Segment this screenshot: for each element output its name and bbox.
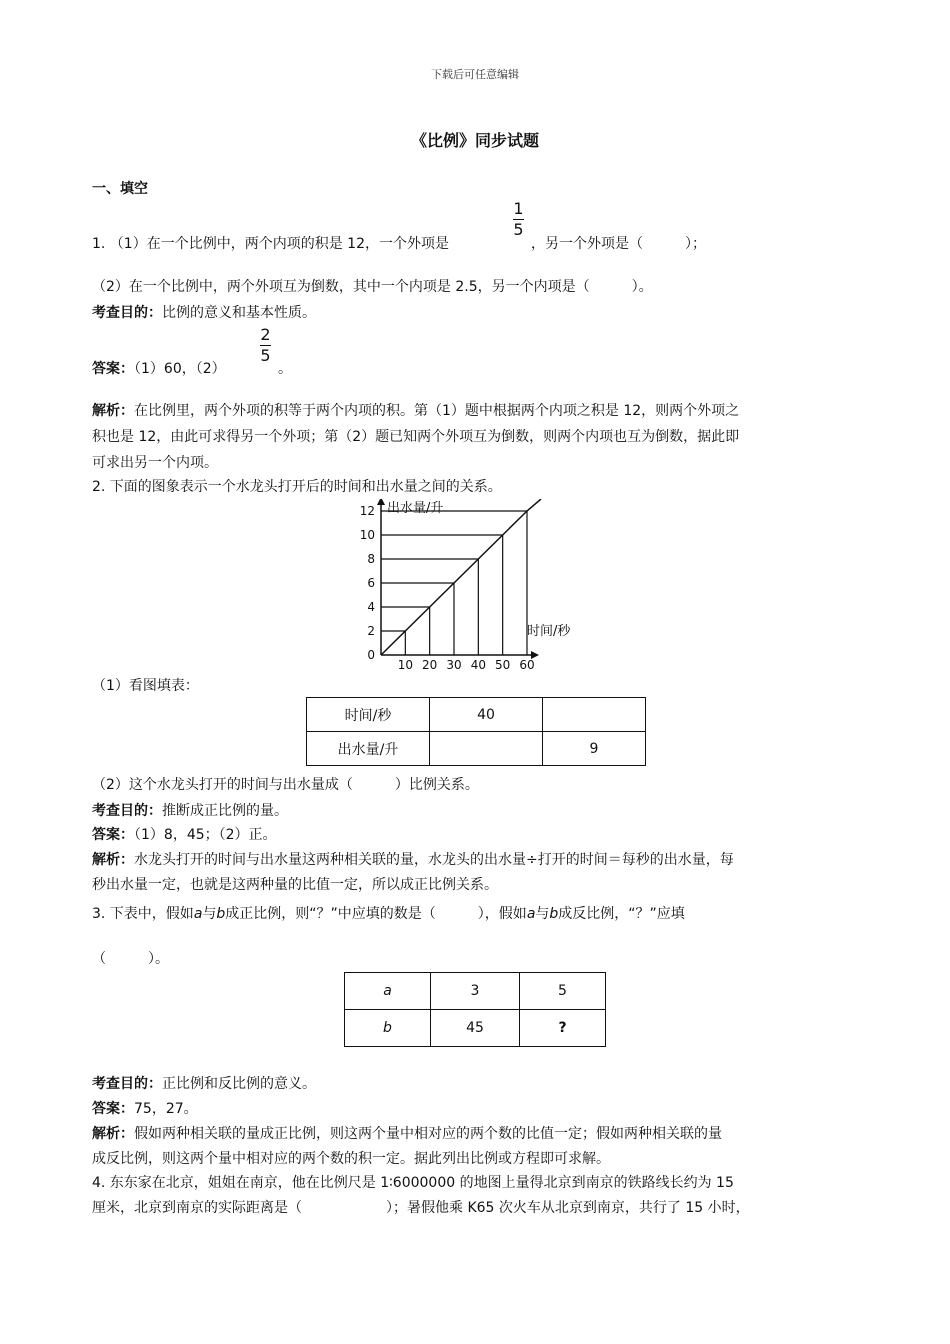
page-header: 下载后可任意编辑 (431, 68, 519, 81)
purpose-text: 比例的意义和基本性质。 (162, 305, 316, 321)
y-tick-label: 6 (367, 576, 375, 590)
q1-line1-a: 1. （1）在一个比例中，两个内项的积是 12，一个外项是 (92, 236, 449, 252)
table-cell: ? (520, 1010, 606, 1047)
q3-answer (92, 1098, 198, 1118)
q4-line2: 厘米，北京到南京的实际距离是（ ）；暑假他乘 K65 次火车从北京到南京，共行了 15 小时， (92, 1200, 750, 1216)
var-a: a (193, 906, 203, 922)
answer-fraction-denominator: 5 (260, 346, 271, 365)
section-heading: 一、填空 (92, 181, 148, 197)
q3-purpose (92, 1073, 316, 1093)
x-tick-label: 10 (397, 658, 413, 671)
answer-text: （1）8，45；（2）正。 (134, 827, 277, 843)
y-tick-label: 12 (359, 504, 375, 518)
table-cell (430, 732, 543, 766)
table-cell: 9 (543, 732, 646, 766)
q2-part1: （1）看图填表： (92, 678, 199, 694)
q1-fraction (513, 200, 524, 239)
table-cell: a (345, 973, 431, 1010)
y-axis-arrow (377, 499, 385, 505)
x-tick-label: 20 (422, 658, 438, 671)
table-cell: 5 (520, 973, 606, 1010)
origin-label: 0 (367, 648, 375, 662)
q3-text: 成反比例，“？”应填 (558, 906, 685, 922)
table-row (345, 1010, 606, 1047)
x-tick-label: 50 (495, 658, 511, 671)
answer-label: 答案： (92, 827, 134, 843)
analysis-text: 假如两种相关联的量成正比例，则这两个量中相对应的两个数的比值一定；假如两种相关联的量 (134, 1126, 722, 1142)
purpose-label: 考查目的： (92, 803, 162, 819)
q2-table (306, 697, 646, 766)
q3-table (344, 972, 606, 1047)
table-row (307, 732, 646, 766)
x-tick-label: 40 (470, 658, 486, 671)
q1-analysis-3: 可求出另一个内项。 (92, 455, 218, 471)
answer-text: 75，27。 (134, 1101, 198, 1117)
q3-text: 成正比例，则“？”中应填的数是（ ），假如 (225, 906, 527, 922)
q1-line2: （2）在一个比例中，两个外项互为倒数，其中一个内项是 2.5，另一个内项是（ ）。 (92, 279, 653, 295)
q3-analysis-2: 成反比例，则这两个量中相对应的两个数的积一定。据此列出比例或方程即可求解。 (92, 1151, 610, 1167)
q1-answer-a (92, 358, 226, 378)
q2-analysis-1 (92, 849, 734, 869)
page-title: 《比例》同步试题 (410, 131, 539, 150)
q1-fraction-denominator: 5 (513, 220, 524, 239)
analysis-label: 解析： (92, 403, 134, 419)
x-tick-label: 30 (446, 658, 462, 671)
water-flow-chart (355, 499, 595, 671)
y-tick-label: 8 (367, 552, 375, 566)
y-tick-label: 10 (359, 528, 375, 542)
table-row (345, 973, 606, 1010)
q1-answer-fraction (260, 326, 271, 365)
y-tick-label: 2 (367, 624, 375, 638)
q2-part2: （2）这个水龙头打开的时间与出水量成（ ）比例关系。 (92, 777, 479, 793)
q1-answer-b: 。 (278, 361, 292, 377)
table-cell: 出水量/升 (307, 732, 430, 766)
q3-text: 与 (535, 906, 550, 922)
answer-fraction-numerator: 2 (260, 325, 271, 344)
table-cell: 时间/秒 (307, 698, 430, 732)
answer-label: 答案： (92, 1101, 134, 1117)
x-tick-label: 60 (519, 658, 535, 671)
table-cell (543, 698, 646, 732)
purpose-text: 推断成正比例的量。 (162, 803, 288, 819)
data-line (381, 499, 541, 655)
analysis-text: 水龙头打开的时间与出水量这两种相关联的量，水龙头的出水量÷打开的时间＝每秒的出水量，每 (134, 852, 734, 868)
answer-text: （1）60，（2） (134, 361, 226, 377)
x-axis-label: 时间/秒 (527, 624, 571, 639)
var-b: b (549, 906, 559, 922)
purpose-label: 考查目的： (92, 1076, 162, 1092)
y-tick-label: 4 (367, 600, 375, 614)
var-a: a (526, 906, 536, 922)
table-cell: 45 (431, 1010, 520, 1047)
table-cell: 40 (430, 698, 543, 732)
table-row (307, 698, 646, 732)
analysis-label: 解析： (92, 1126, 134, 1142)
table-cell: b (345, 1010, 431, 1047)
q2-intro: 2. 下面的图象表示一个水龙头打开后的时间和出水量之间的关系。 (92, 479, 502, 495)
q1-analysis-1 (92, 400, 739, 420)
table-cell: 3 (431, 973, 520, 1010)
analysis-text: 在比例里，两个外项的积等于两个内项的积。第（1）题中根据两个内项之积是 12，则两个外项之 (134, 403, 740, 419)
q1-purpose (92, 302, 316, 322)
q1-fraction-numerator: 1 (513, 199, 524, 218)
purpose-text: 正比例和反比例的意义。 (162, 1076, 316, 1092)
q3-line2: （ ）。 (92, 951, 169, 967)
var-b: b (216, 906, 226, 922)
q1-line1-b: ，另一个外项是（ ）； (531, 236, 706, 252)
answer-label: 答案： (92, 361, 134, 377)
q3-line1 (92, 903, 685, 923)
q3-text: 3. 下表中，假如 (92, 906, 194, 922)
q4-line1: 4. 东东家在北京，姐姐在南京，他在比例尺是 1∶6000000 的地图上量得北京到南京的铁路线长约为 15 (92, 1175, 734, 1191)
purpose-label: 考查目的： (92, 305, 162, 321)
q3-analysis-1 (92, 1123, 722, 1143)
q2-answer (92, 824, 277, 844)
q1-analysis-2: 积也是 12，由此可求得另一个外项；第（2）题已知两个外项互为倒数，则两个内项也互为倒数，据此即 (92, 429, 740, 445)
q2-purpose (92, 800, 288, 820)
y-axis-label: 出水量/升 (387, 501, 444, 516)
q3-text: 与 (202, 906, 217, 922)
q2-analysis-2: 秒出水量一定，也就是这两种量的比值一定，所以成正比例关系。 (92, 877, 498, 893)
analysis-label: 解析： (92, 852, 134, 868)
